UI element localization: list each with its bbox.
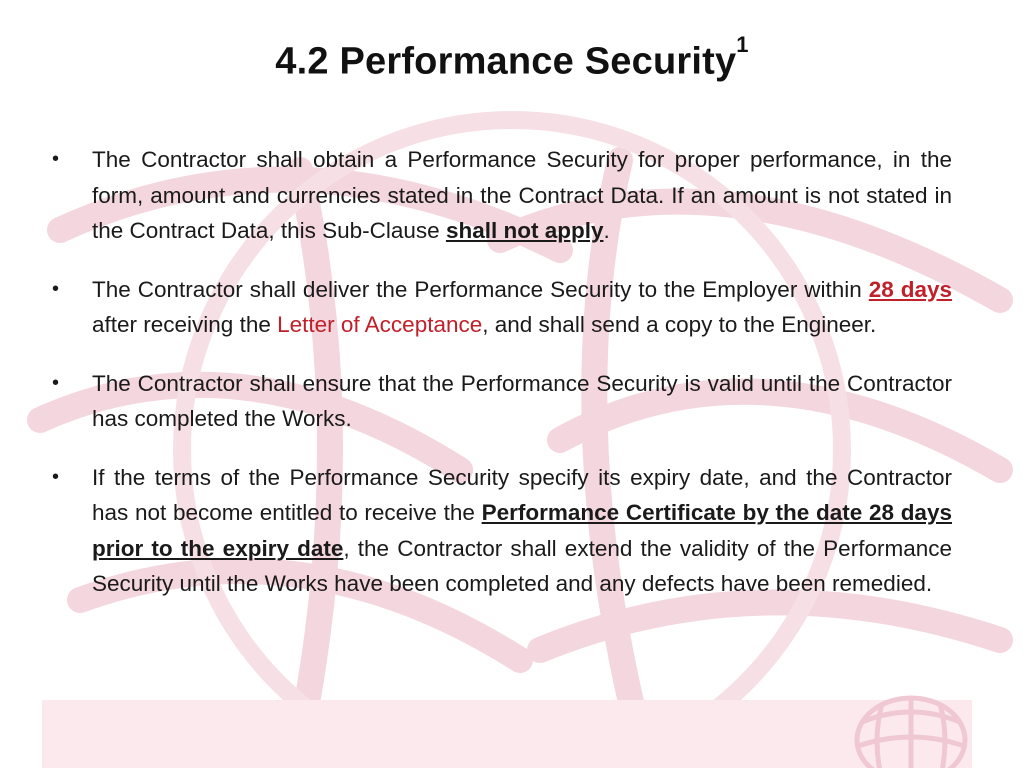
title-text: 4.2 Performance Security xyxy=(275,40,737,83)
bullet-item-1 xyxy=(50,142,952,249)
bullet-item-4 xyxy=(50,460,952,602)
bullet-dot: • xyxy=(52,465,60,488)
bullet-item-3 xyxy=(50,366,952,437)
bullet-text: The Contractor shall deliver the Performance Security to the Employer within xyxy=(92,276,869,302)
bullet-dot: • xyxy=(52,148,60,170)
emphasis-text: 28 days xyxy=(868,276,953,302)
bullet-text: , and shall send a copy to the Engineer. xyxy=(482,312,877,337)
organization-logo-icon xyxy=(848,692,974,768)
bullet-text: The Contractor shall ensure that the Performance Security is valid until the Contractor has completed the Works. xyxy=(92,370,952,431)
bullet-text: after receiving the xyxy=(92,312,278,337)
bullet-text: If the terms of the Performance Security specify its expiry date, and the Contractor has not become entitled to receive the xyxy=(92,464,952,525)
bullet-text: , the Contractor shall extend the validity of the Performance Security until the Works have been completed and any defects have been remedied. xyxy=(92,535,952,596)
emphasis-text: Performance Certificate by the date 28 days prior to the expiry date xyxy=(92,500,952,561)
bullet-text: . xyxy=(603,218,610,243)
bullet-list xyxy=(50,142,952,625)
emphasis-text: shall not apply xyxy=(445,218,604,243)
title-footnote: 1 xyxy=(736,32,749,57)
bullet-dot: • xyxy=(52,277,60,300)
bullet-item-2 xyxy=(50,272,952,343)
footer-band xyxy=(42,700,972,768)
slide-title xyxy=(0,32,1024,84)
bullet-text: The Contractor shall obtain a Performance Security for proper performance, in the form, amount and currencies stated in the Contract Data. If an amount is not stated in the Contract Data, this Sub-Clause xyxy=(92,147,952,243)
letter-of-acceptance-link[interactable]: Letter of Acceptance xyxy=(277,312,483,337)
bullet-dot: • xyxy=(52,371,60,394)
